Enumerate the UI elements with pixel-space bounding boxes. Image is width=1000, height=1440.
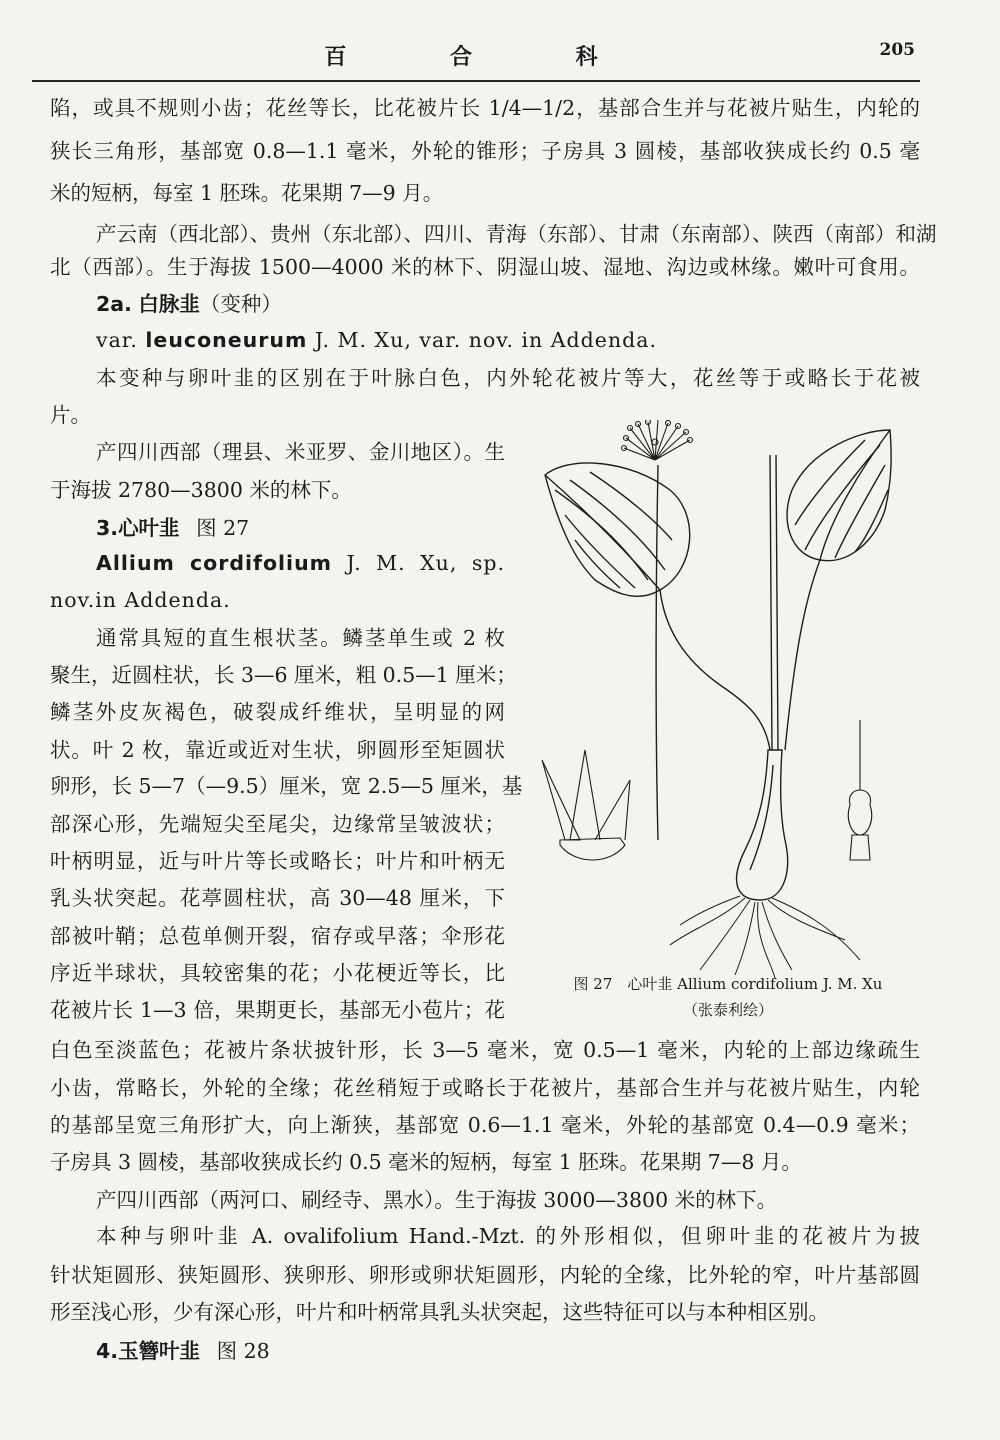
header-title: 百 合 科 bbox=[324, 45, 646, 70]
text-line: 聚生，近圆柱状，长 3—6 厘米，粗 0.5—1 厘米； bbox=[50, 663, 517, 687]
species-figure-ref: 图 27 bbox=[196, 516, 250, 540]
plant-illustration bbox=[530, 420, 910, 980]
variety-latin-name: leuconeurum bbox=[145, 328, 308, 352]
text-line: 产四川西部（理县、米亚罗、金川地区）。生 bbox=[96, 440, 505, 464]
ovary-detail bbox=[848, 720, 871, 860]
variety-name: 白脉韭 bbox=[138, 292, 200, 316]
species-name: 心叶韭 bbox=[118, 516, 180, 540]
header-rule bbox=[32, 80, 920, 82]
variety-heading bbox=[96, 290, 282, 318]
text-line: 白色至淡蓝色；花被片条状披针形，长 3—5 毫米，宽 0.5—1 毫米，内轮的上部边缘疏生 bbox=[50, 1038, 920, 1062]
flower-scape bbox=[656, 465, 658, 840]
text-line: 陷，或具不规则小齿；花丝等长，比花被片长 1/4—1/2，基部合生并与花被片贴生，内轮的 bbox=[50, 96, 920, 120]
caption-text: 图 27 心叶韭 Allium cordifolium J. M. Xu bbox=[573, 975, 883, 993]
variety-tag: （变种） bbox=[199, 292, 282, 316]
text-line: 卵形，长 5—7（—9.5）厘米，宽 2.5—5 厘米，基 bbox=[50, 774, 523, 798]
left-leaf bbox=[545, 463, 690, 596]
next-species-number: 4. bbox=[96, 1339, 119, 1363]
text-line: 本变种与卵叶韭的区别在于叶脉白色，内外轮花被片等大，花丝等于或略长于花被 bbox=[96, 366, 920, 390]
text-line: 产云南（西北部）、贵州（东北部）、四川、青海（东部）、甘肃（东南部）、陕西（南部）和湖 bbox=[96, 222, 937, 246]
species-latin-continued: nov.in Addenda. bbox=[50, 588, 231, 612]
text-line: 序近半球状，具较密集的花；小花梗近等长，比 bbox=[50, 961, 505, 985]
roots bbox=[670, 896, 860, 978]
text-line: 狭长三角形，基部宽 0.8—1.1 毫米，外轮的锥形；子房具 3 圆棱，基部收狭成长约 0.5 毫 bbox=[50, 139, 920, 163]
variety-number: 2a. bbox=[96, 292, 132, 316]
text-line: 叶柄明显，近与叶片等长或略长；叶片和叶柄无 bbox=[50, 849, 505, 873]
species-heading bbox=[96, 514, 249, 542]
next-species-heading bbox=[96, 1337, 270, 1365]
text-line: 产四川西部（两河口、刷经寺、黑水）。生于海拔 3000—3800 米的林下。 bbox=[96, 1188, 778, 1212]
text-line: 米的短柄，每室 1 胚珠。花果期 7—9 月。 bbox=[50, 181, 444, 205]
figure-27 bbox=[530, 420, 910, 980]
variety-latin-rest: J. M. Xu, var. nov. in Addenda. bbox=[314, 328, 658, 352]
next-species-name: 玉簪叶韭 bbox=[118, 1339, 201, 1363]
perianth-detail bbox=[542, 750, 630, 860]
text-line: 状。叶 2 枚，靠近或近对生状，卵圆形至矩圆状 bbox=[50, 738, 505, 762]
text-line: 的基部呈宽三角形扩大，向上渐狭，基部宽 0.6—1.1 毫米，外轮的基部宽 0.4—0.9 毫米； bbox=[50, 1113, 920, 1137]
right-scape bbox=[770, 455, 772, 750]
umbel bbox=[622, 420, 693, 460]
bulb bbox=[737, 750, 788, 900]
text-line: 北（西部）。生于海拔 1500—4000 米的林下、阴湿山坡、湿地、沟边或林缘。嫩叶可食用。 bbox=[50, 255, 920, 279]
text-line: 小齿，常略长，外轮的全缘；花丝稍短于或略长于花被片，基部合生并与花被片贴生，内轮 bbox=[50, 1076, 920, 1100]
next-species-figure-ref: 图 28 bbox=[216, 1339, 270, 1363]
left-petiole bbox=[660, 590, 770, 750]
caption-credit: （张泰利绘） bbox=[682, 1001, 773, 1019]
species-latin-name: Allium cordifolium bbox=[96, 551, 333, 575]
variety-latin bbox=[96, 326, 657, 354]
species-latin bbox=[96, 549, 505, 577]
text-line: 花被片长 1—3 倍，果期更长，基部无小苞片；花 bbox=[50, 998, 505, 1022]
text-line: 乳头状突起。花葶圆柱状，高 30—48 厘米，下 bbox=[50, 886, 505, 910]
variety-latin-prefix: var. bbox=[96, 328, 138, 352]
text-line: 部被叶鞘；总苞单侧开裂，宿存或早落；伞形花 bbox=[50, 924, 505, 948]
right-petiole bbox=[785, 560, 820, 750]
text-line: 本种与卵叶韭 A. ovalifolium Hand.-Mzt. 的外形相似，但卵叶韭的花被片为披 bbox=[96, 1224, 920, 1248]
species-number: 3. bbox=[96, 516, 119, 540]
text-line: 片。 bbox=[50, 403, 91, 427]
text-line: 通常具短的直生根状茎。鳞茎单生或 2 枚 bbox=[96, 626, 505, 650]
text-line: 针状矩圆形、狭矩圆形、狭卵形、卵形或卵状矩圆形，内轮的全缘，比外轮的窄，叶片基部圆 bbox=[50, 1263, 920, 1287]
text-line: 部深心形，先端短尖至尾尖，边缘常呈皱波状； bbox=[50, 812, 505, 836]
text-line: 鳞茎外皮灰褐色，破裂成纤维状，呈明显的网 bbox=[50, 700, 505, 724]
running-header bbox=[55, 34, 915, 78]
species-latin-rest: J. M. Xu, sp. bbox=[346, 551, 505, 575]
text-line: 于海拔 2780—3800 米的林下。 bbox=[50, 478, 352, 502]
text-line: 子房具 3 圆棱，基部收狭成长约 0.5 毫米的短柄，每室 1 胚珠。花果期 7—8 月。 bbox=[50, 1150, 802, 1174]
text-line: 形至浅心形，少有深心形，叶片和叶柄常具乳头状突起，这些特征可以与本种相区别。 bbox=[50, 1300, 829, 1324]
figure-caption bbox=[548, 973, 908, 1021]
page-number: 205 bbox=[879, 40, 915, 60]
